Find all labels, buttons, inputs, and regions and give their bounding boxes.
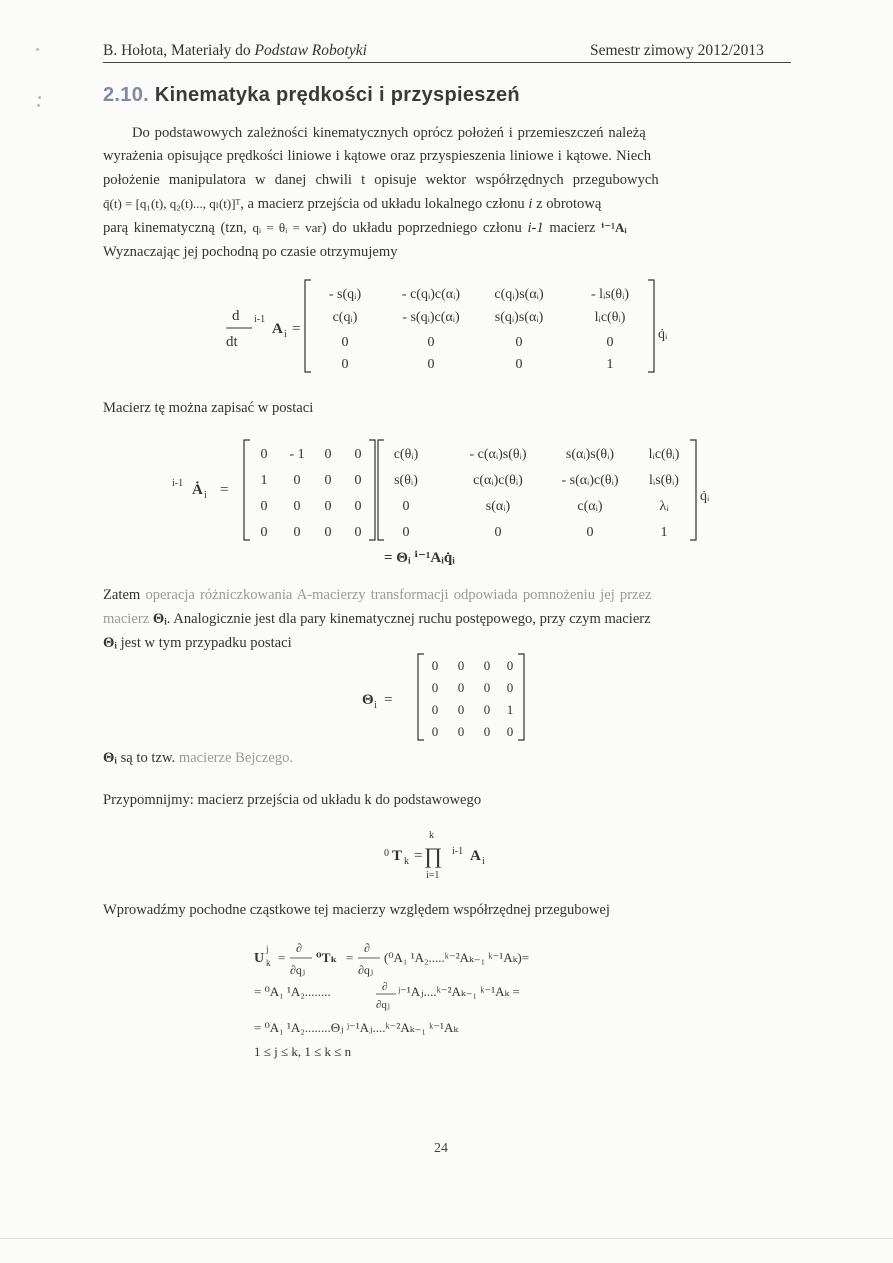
eq1-cell-r3-c1: 0: [341, 335, 349, 350]
eq1-cell-r2-c3: s(qᵢ)s(αᵢ): [494, 310, 544, 325]
eq1-dt: dt: [226, 334, 238, 350]
eq3-right-bracket: [518, 654, 524, 740]
eq2-m1-cell-r1-c4: 0: [354, 447, 362, 462]
para3-line2-text: . Analogicznie jest dla pary kinematycznej ruchu postępowego, przy czym macierz: [166, 611, 651, 627]
para3-line3: [103, 635, 292, 652]
joint-vector-equation: q̄(t) = [q₁(t), q₂(t)..., qₗ(t)]ᵀ: [103, 196, 241, 211]
eq1-cell-r4-c2: 0: [427, 357, 435, 372]
eq1-cell-r2-c1: c(qᵢ): [332, 310, 358, 325]
para1-var-i: i: [528, 196, 533, 212]
eq2-m1-cell-r2-c3: 0: [324, 473, 332, 488]
eq1-cells: [329, 287, 630, 372]
eq1-sup: i-1: [254, 314, 266, 325]
para3-line2: [103, 611, 651, 628]
eq1-cell-r2-c2: - s(qᵢ)c(αᵢ): [402, 310, 460, 325]
eq1-cell-r3-c2: 0: [427, 335, 435, 350]
eq2-m2-cell-r1-c1: c(θᵢ): [393, 447, 419, 462]
eq4-sub: k: [404, 856, 409, 867]
eq1-cell-r4-c1: 0: [341, 357, 349, 372]
eq1-A: A: [272, 321, 283, 337]
eq4-T: T: [392, 848, 403, 864]
eq3-cell-r3-c1: 0: [431, 702, 439, 717]
eq2-m1-cell-r4-c3: 0: [324, 525, 332, 540]
para1-line5-text-b: ) do układu poprzedniego członu: [321, 220, 522, 236]
eq2-sup: i-1: [172, 478, 184, 489]
eq5-eq1: =: [278, 950, 286, 965]
para1-line5: [103, 220, 627, 237]
eq2-m1-cell-r4-c4: 0: [354, 525, 362, 540]
equation-theta-prismatic: [360, 652, 540, 744]
scan-speck: [38, 96, 41, 99]
para3-line3-text: jest w tym przypadku postaci: [120, 635, 292, 651]
eq3-cell-r2-c2: 0: [457, 680, 465, 695]
eq2-m1-cell-r2-c1: 1: [260, 473, 268, 488]
eq1-cell-r1-c4: - lᵢs(θᵢ): [590, 287, 630, 302]
eq2-m1-cells: [261, 447, 362, 540]
para1-line5-text: parą kinematyczną (tzn,: [103, 220, 247, 236]
matrix-A-symbol: ⁱ⁻¹Aᵢ: [601, 220, 627, 235]
eq5-eq2: =: [346, 950, 354, 965]
eq2-m1-right-bracket: [369, 440, 375, 540]
para1-var-i-1: i-1: [527, 220, 544, 236]
eq4-top: k: [429, 830, 434, 841]
scan-speck: [36, 48, 39, 51]
eq2-m2-cell-r1-c2: - c(αᵢ)s(θᵢ): [469, 447, 527, 462]
eq2-equals: =: [220, 482, 229, 498]
eq2-m2-cell-r4-c3: 0: [586, 525, 594, 540]
eq3-sub: i: [374, 700, 377, 711]
eq1-left-bracket: [305, 280, 311, 372]
eq5-line2-b: ʲ⁻¹Aⱼ....ᵏ⁻²Aₖ₋₁ ᵏ⁻¹Aₖ =: [398, 984, 520, 999]
eq3-cell-r4-c2: 0: [457, 724, 465, 739]
eq1-cell-r1-c1: - s(qᵢ): [328, 287, 362, 302]
eq5-dq2: ∂qⱼ: [358, 963, 374, 977]
eq2-m2-right-bracket: [690, 440, 696, 540]
eq3-cell-r1-c1: 0: [431, 658, 439, 673]
eq2-result: = Θᵢ ⁱ⁻¹Aᵢq̇ᵢ: [384, 550, 455, 566]
eq2-m2-left-bracket: [378, 440, 384, 540]
eq4-rhs-sub: i: [482, 856, 485, 867]
eq2-m2-cell-r3-c4: λᵢ: [659, 499, 669, 514]
eq5-U-sub: k: [266, 958, 271, 968]
theta-symbol: Θᵢ: [103, 750, 117, 766]
eq5-line2-partial: ∂: [382, 981, 388, 993]
equation-A-dot-factorized: [170, 436, 730, 576]
eq2-m1-cell-r4-c2: 0: [293, 525, 301, 540]
eq3-cell-r3-c3: 0: [483, 702, 491, 717]
section-title: Kinematyka prędkości i przyspieszeń: [154, 84, 520, 106]
header-semester: Semestr zimowy 2012/2013: [590, 42, 764, 59]
przypomnijmy-line: Przypomnijmy: macierz przejścia od układu k do podstawowego: [103, 792, 482, 808]
eq1-cell-r4-c3: 0: [515, 357, 523, 372]
eq3-left-bracket: [418, 654, 424, 740]
eq3-equals: =: [384, 692, 393, 708]
eq1-right-bracket: [648, 280, 654, 372]
eq2-m1-cell-r3-c2: 0: [293, 499, 301, 514]
eq2-m2-cell-r2-c2: c(αᵢ)c(θᵢ): [473, 473, 523, 488]
eq1-qdot: q̇ᵢ: [658, 327, 668, 342]
eq2-m1-cell-r4-c1: 0: [260, 525, 268, 540]
eq1-cell-r4-c4: 1: [606, 357, 614, 372]
section-heading: [103, 84, 520, 107]
eq5-dq: ∂qⱼ: [290, 963, 306, 977]
eq2-m2-cells: [394, 447, 680, 540]
section-number: 2.10.: [103, 84, 149, 106]
eq3-cell-r1-c2: 0: [457, 658, 465, 673]
para3-zatem: Zatem: [103, 587, 141, 603]
eq2-m2-cell-r1-c4: lᵢc(θᵢ): [648, 447, 680, 462]
para1-line4-text: , a macierz przejścia od układu lokalnego członu: [240, 196, 525, 212]
eq2-m1-cell-r3-c1: 0: [260, 499, 268, 514]
eq2-m1-cell-r2-c2: 0: [293, 473, 301, 488]
eq5-line2-dq: ∂qⱼ: [376, 999, 390, 1011]
eq1-cell-r3-c4: 0: [606, 335, 614, 350]
eq4-bottom: i=1: [426, 870, 440, 881]
equation-T-product: [384, 826, 534, 884]
theta-symbol: Θᵢ: [103, 635, 117, 651]
eq4-prod: ∏: [424, 843, 443, 868]
header-book-title: Podstaw Robotyki: [254, 42, 367, 59]
eq1-sub: i: [284, 329, 287, 340]
eq2-m1-cell-r3-c4: 0: [354, 499, 362, 514]
eq3-cell-r3-c4: 1: [506, 702, 514, 717]
header-author: B. Hołota, Materiały do: [103, 42, 255, 59]
header-left: [103, 42, 367, 60]
eq2-m2-cell-r4-c1: 0: [402, 525, 410, 540]
wprowadzmy-line: Wprowadźmy pochodne cząstkowe tej macierzy względem współrzędnej przegubowej: [103, 902, 610, 918]
eq3-theta: Θ: [362, 692, 374, 708]
eq1-equals: =: [292, 321, 301, 337]
eq1-cell-r1-c3: c(qᵢ)s(αᵢ): [494, 287, 544, 302]
bejczy-faded: macierze Bejczego.: [178, 750, 294, 766]
eq2-m2-cell-r1-c3: s(αᵢ)s(θᵢ): [565, 447, 615, 462]
eq2-m1-cell-r1-c2: - 1: [289, 447, 305, 462]
theta-symbol: Θᵢ: [152, 611, 167, 627]
eq2-m2-cell-r2-c3: - s(αᵢ)c(θᵢ): [561, 473, 619, 488]
scan-speck: [37, 104, 40, 107]
header-rule: [103, 62, 791, 63]
eq3-cell-r2-c1: 0: [431, 680, 439, 695]
eq5-T: ⁰Tₖ: [316, 950, 338, 965]
eq5-partial-top2: ∂: [364, 941, 370, 955]
eq2-m2-cell-r2-c4: lᵢs(θᵢ): [649, 473, 679, 488]
para1-line4-text-b: z obrotową: [536, 196, 602, 212]
eq3-cell-r2-c4: 0: [506, 680, 514, 695]
eq1-d: d: [232, 308, 240, 324]
eq5-partial-top: ∂: [296, 941, 302, 955]
equation-derivative-matrix: [210, 278, 680, 376]
eq5-line3: = ⁰A₁ ¹A₂........Θⱼ ʲ⁻¹Aⱼ....ᵏ⁻²Aₖ₋₁ ᵏ⁻¹Aₖ: [254, 1020, 459, 1035]
eq3-cells: [432, 658, 514, 739]
eq3-cell-r4-c4: 0: [506, 724, 514, 739]
para1-line1: Do podstawowych zależności kinematycznych oprócz położeń i przemieszczeń należą: [132, 125, 646, 141]
para1-line3: położenie manipulatora w danej chwili t opisuje wektor współrzędnych przegubowych: [103, 172, 659, 188]
eq2-m2-cell-r4-c4: 1: [660, 525, 668, 540]
bejczy-text: są to tzw.: [120, 750, 176, 766]
para1-line5-text-c: macierz: [549, 220, 596, 236]
eq2-m1-cell-r1-c1: 0: [260, 447, 268, 462]
bejczy-line: [103, 750, 293, 767]
eq4-sup: 0: [384, 848, 389, 859]
eq2-m2-cell-r2-c1: s(θᵢ): [394, 473, 418, 488]
eq3-cell-r1-c3: 0: [483, 658, 491, 673]
para1-line2: wyrażenia opisujące prędkości liniowe i kątowe oraz przyspieszenia liniowe i kątowe. Niech: [103, 148, 651, 164]
eq2-qdot: q̇ᵢ: [700, 489, 710, 504]
para3-line1: [103, 587, 652, 604]
eq2-m2-cell-r3-c2: s(αᵢ): [485, 499, 511, 514]
eq1-cell-r3-c3: 0: [515, 335, 523, 350]
eq4-equals: =: [414, 848, 423, 864]
eq3-cell-r3-c2: 0: [457, 702, 465, 717]
eq2-m1-cell-r1-c3: 0: [324, 447, 332, 462]
para1-line4: [103, 196, 601, 213]
eq2-m2-cell-r3-c1: 0: [402, 499, 410, 514]
eq3-cell-r2-c3: 0: [483, 680, 491, 695]
eq2-A-dot: Ȧ: [192, 482, 203, 498]
page-number: 24: [434, 1141, 448, 1156]
eq5-line2-a: = ⁰A₁ ¹A₂........: [254, 984, 331, 999]
eq3-cell-r1-c4: 0: [506, 658, 514, 673]
revolute-condition: qᵢ = θᵢ = var: [252, 220, 322, 235]
eq5-line4: 1 ≤ j ≤ k, 1 ≤ k ≤ n: [254, 1044, 352, 1059]
eq2-m2-cell-r3-c3: c(αᵢ): [577, 499, 603, 514]
equation-U-partial: [250, 932, 670, 1080]
eq2-m1-cell-r2-c4: 0: [354, 473, 362, 488]
eq5-U-sup: j: [266, 944, 269, 954]
eq2-sub: i: [204, 490, 207, 501]
eq2-m1-left-bracket: [244, 440, 250, 540]
text-macierz-postaci: Macierz tę można zapisać w postaci: [103, 400, 314, 416]
para3-faded-text: operacja różniczkowania A-macierzy transformacji odpowiada pomnożeniu jej przez: [145, 587, 652, 603]
eq4-rhs-A: A: [470, 848, 481, 864]
eq5-line1-rhs: (⁰A₁ ¹A₂.....ᵏ⁻²Aₖ₋₁ ᵏ⁻¹Aₖ)=: [384, 950, 530, 965]
eq2-m1-cell-r3-c3: 0: [324, 499, 332, 514]
eq3-cell-r4-c1: 0: [431, 724, 439, 739]
eq4-rhs-sup: i-1: [452, 846, 464, 857]
eq2-m2-cell-r4-c2: 0: [494, 525, 502, 540]
eq1-cell-r1-c2: - c(qᵢ)c(αᵢ): [401, 287, 461, 302]
scan-edge-line: [0, 1238, 893, 1239]
para3-faded-macierz: macierz: [103, 611, 150, 627]
para1-line6: Wyznaczając jej pochodną po czasie otrzymujemy: [103, 244, 398, 260]
eq3-cell-r4-c3: 0: [483, 724, 491, 739]
eq5-U: U: [254, 951, 265, 966]
eq1-cell-r2-c4: lᵢc(θᵢ): [594, 310, 626, 325]
